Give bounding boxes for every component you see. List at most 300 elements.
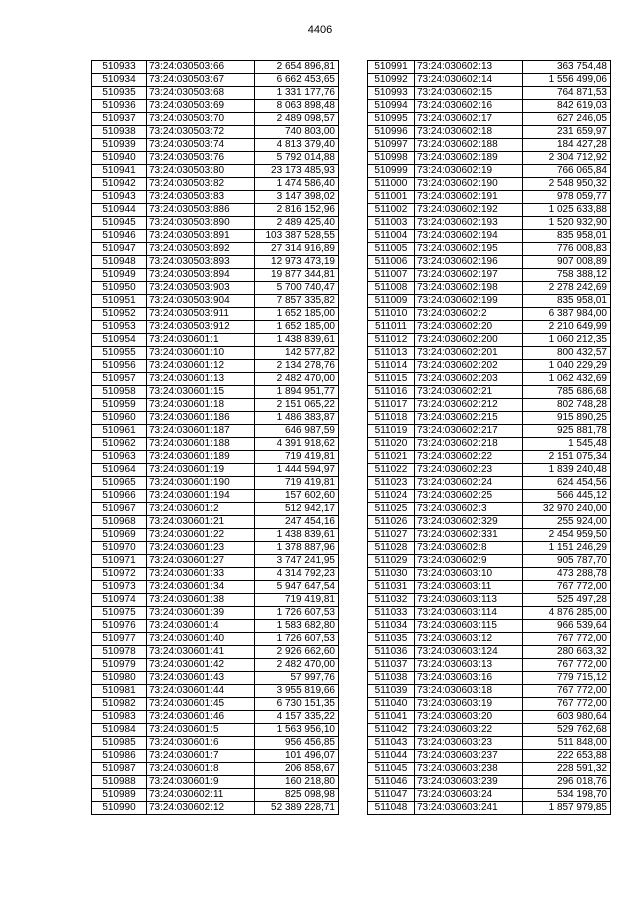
table-row (368, 724, 611, 737)
table-row (92, 672, 339, 685)
cadastral-value-cell: 2 304 712,92 (523, 152, 611, 165)
cadastral-value-cell: 255 924,00 (523, 516, 611, 529)
cadastral-value-cell: 511 848,00 (523, 737, 611, 750)
table-row (92, 204, 339, 217)
cadastral-value-cell: 1 545,48 (523, 438, 611, 451)
record-number-cell: 510982 (92, 698, 147, 711)
table-row (92, 542, 339, 555)
cadastral-value-cell: 6 662 453,65 (255, 74, 339, 87)
table-row (368, 789, 611, 802)
cadastral-value-cell: 52 389 228,71 (255, 802, 339, 815)
table-row (92, 230, 339, 243)
cadastral-number-cell: 73:24:030602:198 (415, 282, 523, 295)
cadastral-number-cell: 73:24:030602:197 (415, 269, 523, 282)
table-row (92, 165, 339, 178)
table-row (368, 61, 611, 74)
cadastral-number-cell: 73:24:030503:76 (147, 152, 255, 165)
cadastral-value-cell: 160 218,80 (255, 776, 339, 789)
cadastral-value-cell: 101 496,07 (255, 750, 339, 763)
cadastral-value-cell: 6 730 151,35 (255, 698, 339, 711)
record-number-cell: 510988 (92, 776, 147, 789)
table-row (92, 399, 339, 412)
table-row (368, 555, 611, 568)
cadastral-number-cell: 73:24:030503:892 (147, 243, 255, 256)
record-number-cell: 510934 (92, 74, 147, 87)
cadastral-value-cell: 1 520 932,90 (523, 217, 611, 230)
cadastral-value-cell: 905 787,70 (523, 555, 611, 568)
record-number-cell: 510973 (92, 581, 147, 594)
record-number-cell: 510975 (92, 607, 147, 620)
record-number-cell: 511038 (368, 672, 415, 685)
register-table-right-body (368, 61, 611, 815)
table-row (92, 269, 339, 282)
table-row (92, 737, 339, 750)
cadastral-value-cell: 1 894 951,77 (255, 386, 339, 399)
cadastral-number-cell: 73:24:030602:8 (415, 542, 523, 555)
record-number-cell: 510970 (92, 542, 147, 555)
table-row (92, 139, 339, 152)
cadastral-value-cell: 835 958,01 (523, 295, 611, 308)
record-number-cell: 511041 (368, 711, 415, 724)
table-row (368, 412, 611, 425)
table-row (92, 659, 339, 672)
cadastral-value-cell: 2 548 950,32 (523, 178, 611, 191)
cadastral-number-cell: 73:24:030603:24 (415, 789, 523, 802)
record-number-cell: 510979 (92, 659, 147, 672)
cadastral-value-cell: 767 772,00 (523, 659, 611, 672)
table-row (368, 802, 611, 815)
record-number-cell: 510965 (92, 477, 147, 490)
cadastral-value-cell: 206 858,67 (255, 763, 339, 776)
cadastral-number-cell: 73:24:030503:891 (147, 230, 255, 243)
table-row (92, 477, 339, 490)
table-row (368, 282, 611, 295)
cadastral-value-cell: 646 987,59 (255, 425, 339, 438)
cadastral-number-cell: 73:24:030602:11 (147, 789, 255, 802)
cadastral-value-cell: 231 659,97 (523, 126, 611, 139)
record-number-cell: 511037 (368, 659, 415, 672)
cadastral-value-cell: 766 065,84 (523, 165, 611, 178)
cadastral-value-cell: 3 147 398,02 (255, 191, 339, 204)
table-row (368, 516, 611, 529)
table-row (368, 386, 611, 399)
cadastral-value-cell: 1 652 185,00 (255, 308, 339, 321)
table-row (368, 165, 611, 178)
record-number-cell: 511024 (368, 490, 415, 503)
table-row (368, 776, 611, 789)
table-row (92, 711, 339, 724)
table-row (92, 490, 339, 503)
cadastral-number-cell: 73:24:030601:15 (147, 386, 255, 399)
cadastral-value-cell: 8 063 898,48 (255, 100, 339, 113)
table-row (368, 685, 611, 698)
record-number-cell: 511047 (368, 789, 415, 802)
cadastral-number-cell: 73:24:030602:202 (415, 360, 523, 373)
cadastral-number-cell: 73:24:030503:82 (147, 178, 255, 191)
cadastral-value-cell: 1 486 383,87 (255, 412, 339, 425)
cadastral-number-cell: 73:24:030602:20 (415, 321, 523, 334)
record-number-cell: 510997 (368, 139, 415, 152)
cadastral-value-cell: 1 583 682,80 (255, 620, 339, 633)
cadastral-value-cell: 719 419,81 (255, 477, 339, 490)
cadastral-value-cell: 142 577,82 (255, 347, 339, 360)
record-number-cell: 511018 (368, 412, 415, 425)
record-number-cell: 510968 (92, 516, 147, 529)
record-number-cell: 510995 (368, 113, 415, 126)
record-number-cell: 511034 (368, 620, 415, 633)
cadastral-value-cell: 1 444 594,97 (255, 464, 339, 477)
cadastral-number-cell: 73:24:030503:69 (147, 100, 255, 113)
cadastral-number-cell: 73:24:030601:189 (147, 451, 255, 464)
cadastral-number-cell: 73:24:030602:25 (415, 490, 523, 503)
cadastral-value-cell: 296 018,76 (523, 776, 611, 789)
cadastral-number-cell: 73:24:030603:19 (415, 698, 523, 711)
table-row (368, 373, 611, 386)
record-number-cell: 511045 (368, 763, 415, 776)
cadastral-number-cell: 73:24:030601:45 (147, 698, 255, 711)
record-number-cell: 510989 (92, 789, 147, 802)
cadastral-number-cell: 73:24:030601:44 (147, 685, 255, 698)
cadastral-value-cell: 915 890,25 (523, 412, 611, 425)
table-row (368, 295, 611, 308)
record-number-cell: 511044 (368, 750, 415, 763)
cadastral-number-cell: 73:24:030503:74 (147, 139, 255, 152)
cadastral-value-cell: 785 686,68 (523, 386, 611, 399)
cadastral-number-cell: 73:24:030601:186 (147, 412, 255, 425)
register-table-left-body (92, 61, 339, 815)
cadastral-value-cell: 12 973 473,19 (255, 256, 339, 269)
table-row (92, 607, 339, 620)
record-number-cell: 510987 (92, 763, 147, 776)
cadastral-number-cell: 73:24:030601:187 (147, 425, 255, 438)
cadastral-number-cell: 73:24:030503:72 (147, 126, 255, 139)
table-row (92, 568, 339, 581)
table-row (92, 126, 339, 139)
record-number-cell: 510958 (92, 386, 147, 399)
table-row (368, 659, 611, 672)
record-number-cell: 511028 (368, 542, 415, 555)
cadastral-number-cell: 73:24:030602:215 (415, 412, 523, 425)
table-row (368, 464, 611, 477)
cadastral-number-cell: 73:24:030603:11 (415, 581, 523, 594)
table-row (92, 386, 339, 399)
cadastral-number-cell: 73:24:030601:12 (147, 360, 255, 373)
cadastral-value-cell: 534 198,70 (523, 789, 611, 802)
table-row (92, 685, 339, 698)
record-number-cell: 510944 (92, 204, 147, 217)
record-number-cell: 510950 (92, 282, 147, 295)
cadastral-number-cell: 73:24:030603:237 (415, 750, 523, 763)
record-number-cell: 511005 (368, 243, 415, 256)
record-number-cell: 510991 (368, 61, 415, 74)
table-row (368, 620, 611, 633)
cadastral-number-cell: 73:24:030603:241 (415, 802, 523, 815)
cadastral-value-cell: 1 556 499,06 (523, 74, 611, 87)
table-row (92, 750, 339, 763)
record-number-cell: 510990 (92, 802, 147, 815)
record-number-cell: 510942 (92, 178, 147, 191)
cadastral-value-cell: 1 726 607,53 (255, 607, 339, 620)
cadastral-value-cell: 842 619,03 (523, 100, 611, 113)
record-number-cell: 510999 (368, 165, 415, 178)
table-row (368, 698, 611, 711)
cadastral-number-cell: 73:24:030601:43 (147, 672, 255, 685)
register-table-right (367, 60, 611, 815)
record-number-cell: 510996 (368, 126, 415, 139)
cadastral-number-cell: 73:24:030602:200 (415, 334, 523, 347)
table-row (368, 568, 611, 581)
cadastral-number-cell: 73:24:030602:331 (415, 529, 523, 542)
cadastral-value-cell: 7 857 335,82 (255, 295, 339, 308)
record-number-cell: 510986 (92, 750, 147, 763)
record-number-cell: 511027 (368, 529, 415, 542)
cadastral-value-cell: 767 772,00 (523, 633, 611, 646)
table-row (368, 256, 611, 269)
table-row (92, 763, 339, 776)
cadastral-value-cell: 767 772,00 (523, 698, 611, 711)
table-row (368, 152, 611, 165)
cadastral-number-cell: 73:24:030601:41 (147, 646, 255, 659)
record-number-cell: 510984 (92, 724, 147, 737)
cadastral-number-cell: 73:24:030503:66 (147, 61, 255, 74)
cadastral-value-cell: 966 539,64 (523, 620, 611, 633)
cadastral-number-cell: 73:24:030601:18 (147, 399, 255, 412)
cadastral-value-cell: 228 591,32 (523, 763, 611, 776)
page-number: 4406 (307, 24, 333, 36)
table-row (368, 425, 611, 438)
cadastral-value-cell: 363 754,48 (523, 61, 611, 74)
record-number-cell: 510959 (92, 399, 147, 412)
record-number-cell: 511017 (368, 399, 415, 412)
table-row (368, 87, 611, 100)
cadastral-number-cell: 73:24:030603:239 (415, 776, 523, 789)
record-number-cell: 511022 (368, 464, 415, 477)
record-number-cell: 510960 (92, 412, 147, 425)
cadastral-number-cell: 73:24:030601:190 (147, 477, 255, 490)
cadastral-value-cell: 835 958,01 (523, 230, 611, 243)
table-row (92, 425, 339, 438)
cadastral-number-cell: 73:24:030602:329 (415, 516, 523, 529)
cadastral-value-cell: 825 098,98 (255, 789, 339, 802)
table-row (92, 529, 339, 542)
cadastral-value-cell: 2 151 065,22 (255, 399, 339, 412)
record-number-cell: 510994 (368, 100, 415, 113)
cadastral-number-cell: 73:24:030603:13 (415, 659, 523, 672)
cadastral-value-cell: 184 427,28 (523, 139, 611, 152)
cadastral-number-cell: 73:24:030602:9 (415, 555, 523, 568)
table-row (92, 321, 339, 334)
cadastral-value-cell: 4 157 335,22 (255, 711, 339, 724)
record-number-cell: 511015 (368, 373, 415, 386)
table-row (92, 100, 339, 113)
table-row (368, 607, 611, 620)
cadastral-value-cell: 776 008,83 (523, 243, 611, 256)
register-table-left (91, 60, 339, 815)
cadastral-number-cell: 73:24:030503:911 (147, 308, 255, 321)
record-number-cell: 511040 (368, 698, 415, 711)
cadastral-value-cell: 2 489 425,40 (255, 217, 339, 230)
record-number-cell: 510974 (92, 594, 147, 607)
cadastral-number-cell: 73:24:030503:893 (147, 256, 255, 269)
record-number-cell: 510972 (92, 568, 147, 581)
cadastral-value-cell: 978 059,77 (523, 191, 611, 204)
cadastral-number-cell: 73:24:030603:114 (415, 607, 523, 620)
record-number-cell: 510983 (92, 711, 147, 724)
cadastral-number-cell: 73:24:030503:912 (147, 321, 255, 334)
cadastral-value-cell: 2 482 470,00 (255, 373, 339, 386)
cadastral-number-cell: 73:24:030602:218 (415, 438, 523, 451)
cadastral-number-cell: 73:24:030602:13 (415, 61, 523, 74)
table-row (92, 178, 339, 191)
cadastral-value-cell: 1 331 177,76 (255, 87, 339, 100)
record-number-cell: 510981 (92, 685, 147, 698)
cadastral-value-cell: 566 445,12 (523, 490, 611, 503)
cadastral-value-cell: 1 726 607,53 (255, 633, 339, 646)
cadastral-value-cell: 247 454,16 (255, 516, 339, 529)
cadastral-value-cell: 758 388,12 (523, 269, 611, 282)
cadastral-number-cell: 73:24:030601:39 (147, 607, 255, 620)
cadastral-value-cell: 5 947 647,54 (255, 581, 339, 594)
cadastral-number-cell: 73:24:030602:193 (415, 217, 523, 230)
table-row (92, 87, 339, 100)
table-row (368, 477, 611, 490)
record-number-cell: 510951 (92, 295, 147, 308)
record-number-cell: 511033 (368, 607, 415, 620)
cadastral-number-cell: 73:24:030603:22 (415, 724, 523, 737)
record-number-cell: 511001 (368, 191, 415, 204)
cadastral-number-cell: 73:24:030602:212 (415, 399, 523, 412)
cadastral-number-cell: 73:24:030602:188 (415, 139, 523, 152)
cadastral-value-cell: 1 839 240,48 (523, 464, 611, 477)
table-row (92, 633, 339, 646)
cadastral-number-cell: 73:24:030603:113 (415, 594, 523, 607)
table-row (92, 802, 339, 815)
cadastral-value-cell: 473 288,78 (523, 568, 611, 581)
cadastral-value-cell: 2 210 649,99 (523, 321, 611, 334)
cadastral-number-cell: 73:24:030601:19 (147, 464, 255, 477)
table-row (368, 646, 611, 659)
cadastral-number-cell: 73:24:030602:16 (415, 100, 523, 113)
cadastral-value-cell: 1 060 212,35 (523, 334, 611, 347)
cadastral-value-cell: 1 151 246,29 (523, 542, 611, 555)
table-row (368, 74, 611, 87)
record-number-cell: 510993 (368, 87, 415, 100)
table-row (368, 269, 611, 282)
table-row (92, 594, 339, 607)
cadastral-value-cell: 764 871,53 (523, 87, 611, 100)
cadastral-value-cell: 5 700 740,47 (255, 282, 339, 295)
cadastral-value-cell: 2 134 278,76 (255, 360, 339, 373)
cadastral-number-cell: 73:24:030503:80 (147, 165, 255, 178)
cadastral-value-cell: 2 816 152,96 (255, 204, 339, 217)
cadastral-number-cell: 73:24:030603:10 (415, 568, 523, 581)
cadastral-value-cell: 907 008,89 (523, 256, 611, 269)
table-row (368, 347, 611, 360)
record-number-cell: 510964 (92, 464, 147, 477)
cadastral-number-cell: 73:24:030601:6 (147, 737, 255, 750)
table-row (92, 373, 339, 386)
cadastral-value-cell: 529 762,68 (523, 724, 611, 737)
record-number-cell: 510998 (368, 152, 415, 165)
table-row (92, 555, 339, 568)
table-row (92, 191, 339, 204)
cadastral-value-cell: 719 419,81 (255, 594, 339, 607)
cadastral-number-cell: 73:24:030602:194 (415, 230, 523, 243)
table-row (368, 672, 611, 685)
cadastral-number-cell: 73:24:030601:194 (147, 490, 255, 503)
record-number-cell: 511021 (368, 451, 415, 464)
cadastral-value-cell: 1 378 887,96 (255, 542, 339, 555)
cadastral-number-cell: 73:24:030602:2 (415, 308, 523, 321)
cadastral-number-cell: 73:24:030602:191 (415, 191, 523, 204)
record-number-cell: 511048 (368, 802, 415, 815)
record-number-cell: 511025 (368, 503, 415, 516)
cadastral-value-cell: 624 454,56 (523, 477, 611, 490)
record-number-cell: 510952 (92, 308, 147, 321)
cadastral-value-cell: 956 456,85 (255, 737, 339, 750)
cadastral-number-cell: 73:24:030601:23 (147, 542, 255, 555)
cadastral-value-cell: 1 474 586,40 (255, 178, 339, 191)
cadastral-number-cell: 73:24:030503:904 (147, 295, 255, 308)
record-number-cell: 511011 (368, 321, 415, 334)
table-row (92, 503, 339, 516)
cadastral-number-cell: 73:24:030601:38 (147, 594, 255, 607)
table-row (92, 789, 339, 802)
cadastral-number-cell: 73:24:030601:40 (147, 633, 255, 646)
table-row (92, 334, 339, 347)
table-row (368, 581, 611, 594)
cadastral-number-cell: 73:24:030602:18 (415, 126, 523, 139)
cadastral-value-cell: 6 387 984,00 (523, 308, 611, 321)
record-number-cell: 510992 (368, 74, 415, 87)
cadastral-value-cell: 2 278 242,69 (523, 282, 611, 295)
cadastral-value-cell: 2 489 098,57 (255, 113, 339, 126)
cadastral-value-cell: 3 955 819,66 (255, 685, 339, 698)
cadastral-number-cell: 73:24:030601:8 (147, 763, 255, 776)
record-number-cell: 510946 (92, 230, 147, 243)
cadastral-value-cell: 103 387 528,55 (255, 230, 339, 243)
record-number-cell: 511029 (368, 555, 415, 568)
record-number-cell: 510953 (92, 321, 147, 334)
record-number-cell: 510943 (92, 191, 147, 204)
cadastral-number-cell: 73:24:030602:14 (415, 74, 523, 87)
table-row (92, 282, 339, 295)
cadastral-number-cell: 73:24:030601:7 (147, 750, 255, 763)
cadastral-value-cell: 779 715,12 (523, 672, 611, 685)
record-number-cell: 510955 (92, 347, 147, 360)
table-row (92, 412, 339, 425)
cadastral-value-cell: 2 482 470,00 (255, 659, 339, 672)
record-number-cell: 511030 (368, 568, 415, 581)
cadastral-number-cell: 73:24:030603:12 (415, 633, 523, 646)
cadastral-number-cell: 73:24:030601:42 (147, 659, 255, 672)
table-row (368, 438, 611, 451)
cadastral-value-cell: 1 563 956,10 (255, 724, 339, 737)
table-row (92, 724, 339, 737)
cadastral-value-cell: 767 772,00 (523, 685, 611, 698)
cadastral-value-cell: 767 772,00 (523, 581, 611, 594)
table-row (368, 100, 611, 113)
table-row (92, 308, 339, 321)
cadastral-number-cell: 73:24:030601:9 (147, 776, 255, 789)
record-number-cell: 510945 (92, 217, 147, 230)
table-row (368, 763, 611, 776)
cadastral-value-cell: 800 432,57 (523, 347, 611, 360)
table-row (368, 113, 611, 126)
record-number-cell: 510969 (92, 529, 147, 542)
cadastral-value-cell: 4 314 792,23 (255, 568, 339, 581)
cadastral-number-cell: 73:24:030602:190 (415, 178, 523, 191)
